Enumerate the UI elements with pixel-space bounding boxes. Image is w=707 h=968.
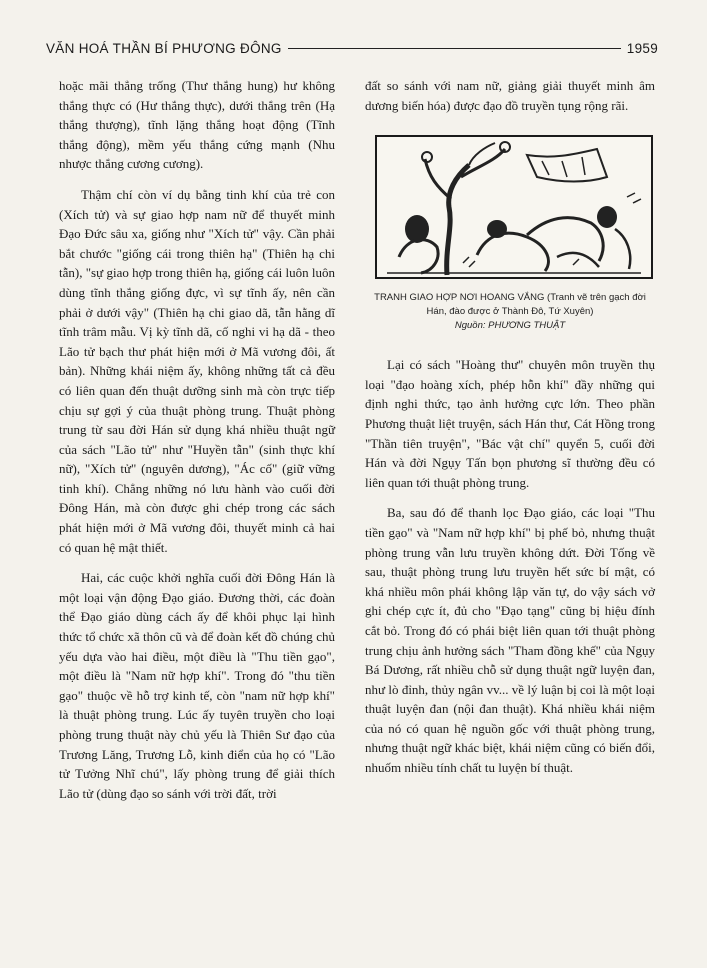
right-paragraph-1: Lại có sách "Hoàng thư" chuyên môn truyền thụ loại "đạo hoàng xích, phép hỗn khí" đầy những qui định nghi thức, tạo ảnh hưởng cực lớn. Theo phần Phương thuật liệt truyện, sách Hán thư, Cát Hồng trong "Thần tiên truyện", "Bác vật chí" quyển 5, cuối đời Hán và đời Ngụy Tấn bọn phương sĩ thường đều có liên quan tới thuật phòng trung. xyxy=(365,357,655,490)
running-title: VĂN HOÁ THẦN BÍ PHƯƠNG ĐÔNG xyxy=(46,40,282,56)
left-paragraph-1: hoặc mãi thẳng trống (Thư thắng hung) hư không thắng thực có (Hư thắng thực), dưới thắng trên (Hạ thắng thượng), tĩnh lặng thắng hoạt động (Tĩnh thắng động), mềm yếu thắng cứng mạnh (Nhu nhược thắng cương cương). xyxy=(59,78,335,172)
illustration-image xyxy=(377,137,651,277)
right-paragraph-2: Ba, sau đó để thanh lọc Đạo giáo, các loại "Thu tiền gạo" và "Nam nữ hợp khí" bị phế bỏ, nhưng thuật phòng trung vẫn lưu truyền không dứt. Đời Tống về sau, thuật phòng trung lưu truyền hết sức bí mật, có khá nhiều môn phái không lập văn tự, do vậy sách vở ghi chép cực ít, đủ cho "Đạo tạng" cũng bị hiệu đính cắt bỏ. Trong đó có phái biệt liên quan tới thuật phòng trung chịu ảnh hưởng sách "Tham đồng khế" của Ngụy Bá Dương, rất nhiều chỗ sử dụng thuật ngữ luyện đan, như lò đỉnh, thủy ngân vv... về lý luận bị coi là một loại thuật luyện đan (nội đan thuật). Khá nhiều khái niệm của nó có quan hệ nguồn gốc với thuật phòng trung, nhưng thuật ngữ khác biệt, khái niệm cũng có biến đổi, nhuốm nhiều tính chất tu luyện bí thuật. xyxy=(365,505,655,776)
header-rule xyxy=(288,48,621,49)
left-column xyxy=(59,76,335,814)
right-paragraph-continued: đất so sánh với nam nữ, giảng giải thuyết minh âm dương biến hóa) được đạo đồ truyền tụng rộng rãi. xyxy=(365,78,655,113)
left-paragraph-2: Thậm chí còn ví dụ bằng tinh khí của trẻ con (Xích tử) và sự giao hợp nam nữ để thuyết minh Đạo Đức sâu xa, giống như "Xích tử" vậy. Cần phải bắt chước "giống cái trong thiên hạ" (Thiên hạ chi tẫn), "sự giao hợp trong thiên hạ, giống cái luôn luôn dùng tĩnh thắng giống đực, vì sự tĩnh ấy, nên cần phải ở dưới vậy" (Thiên hạ chi giao dã, tẫn hằng dĩ tĩnh trâm mẫu. Vị kỳ tĩnh dã, cố nghi vi hạ dã - theo Lão tử bạch thư phát hiện mới ở Mã vương đôi, ất bản). Những khái niệm ấy, không những tất cả đều có liên quan đến thuật dưỡng sinh mà còn trực tiếp chịu sự gợi ý của thuật phòng trung. Thuật phòng trung từ sau đời Hán sử dụng khá nhiều thuật ngữ của sách "Lão tử" như "Huyền tẫn" (sinh thực khí nữ), "Xích tử" (nguyên dương), "Ác cố" (giữ vững tinh khí). Chẳng những nó lưu hành vào cuối đời Đông Hán, mà còn được ghi chép trong các sách phát hiện mới ở Mã vương đôi, thuyết minh cả hai có quan hệ mật thiết. xyxy=(59,186,335,555)
running-header xyxy=(46,38,658,58)
figure-caption xyxy=(365,291,655,333)
right-column xyxy=(365,76,655,789)
han-brick-illustration xyxy=(375,135,653,279)
caption-credit: Nguồn: PHƯƠNG THUẬT xyxy=(454,320,566,332)
page-number: 1959 xyxy=(626,40,658,56)
caption-text: TRANH GIAO HỢP NƠI HOANG VẮNG (Tranh vẽ trên gạch đời Hán, đào được ở Thành Đô, Tứ Xuyên) xyxy=(374,292,646,318)
left-paragraph-3: Hai, các cuộc khởi nghĩa cuối đời Đông Hán là một loại vận động Đạo giáo. Đương thời, các đoàn thể Đạo giáo dùng cách ấy để khôi phục lại hình thức tổ chức xã thôn cũ và để đoàn kết đồ chúng chủ yếu dựa vào hai điều, một điều là "Thu tiền gạo", một điều là "Nam nữ hợp khí". Trong đó "thu tiền gạo" thuộc về hỗ trợ kinh tế, còn "nam nữ hợp khí" là thuật phòng trung. Lúc ấy tuyên truyền cho loại phòng trung thuật này chủ yếu là Thiên Sư đạo của Trương Lăng, Trương Lỗ, kinh điển của họ có "Lão tử Tưởng Nhĩ chú", lấy phòng trung để giải thích Lão tử (dùng đạo so sánh với trời đất, trời xyxy=(59,570,335,801)
